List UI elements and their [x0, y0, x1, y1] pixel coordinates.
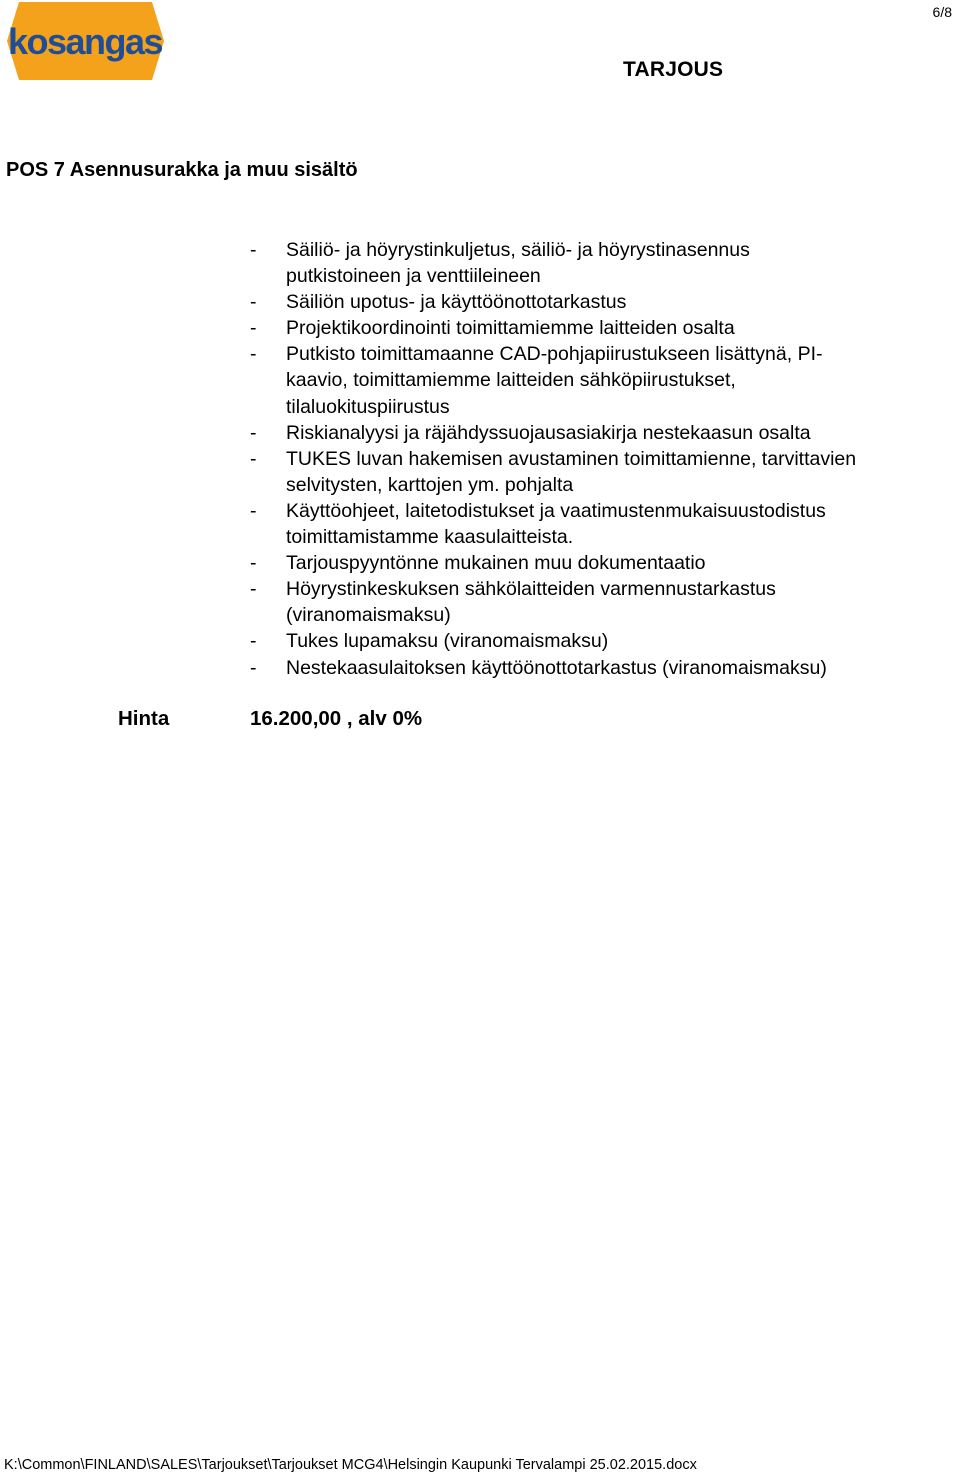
page-number: 6/8 [932, 4, 952, 20]
list-item-line: Nestekaasulaitoksen käyttöönottotarkastus (viranomaismaksu) [286, 656, 827, 679]
bullet-dash: - [250, 499, 257, 522]
section-title: POS 7 Asennusurakka ja muu sisältö [6, 159, 358, 181]
list-item-line: kaavio, toimittamiemme laitteiden sähköpiirustukset, [286, 369, 736, 392]
bullet-dash: - [250, 421, 257, 444]
document-type-title: TARJOUS [623, 58, 724, 81]
list-item-line: Käyttöohjeet, laitetodistukset ja vaatimustenmukaisuustodistus [286, 499, 826, 522]
kosangas-logo [7, 2, 164, 80]
list-item [250, 315, 950, 341]
list-item-line: selvitysten, karttojen ym. pohjalta [286, 473, 574, 496]
list-item-line: Tukes lupamaksu (viranomaismaksu) [286, 630, 609, 653]
list-item-line: Tarjouspyyntönne mukainen muu dokumentaatio [286, 552, 706, 575]
list-item [250, 341, 950, 419]
list-item-line: Riskianalyysi ja räjähdyssuojausasiakirja nestekaasun osalta [286, 421, 811, 444]
scope-items-list [250, 237, 950, 681]
list-item-line: Säiliö- ja höyrystinkuljetus, säiliö- ja höyrystinasennus [286, 239, 750, 261]
list-item [250, 628, 950, 654]
list-item [250, 655, 950, 681]
list-item-line: Höyrystinkeskuksen sähkölaitteiden varmennustarkastus [286, 578, 776, 601]
list-item [250, 550, 950, 576]
bullet-dash: - [250, 447, 257, 470]
price-value: 16.200,00 , alv 0% [250, 707, 423, 730]
list-item-line: (viranomaismaksu) [286, 604, 451, 627]
bullet-dash: - [250, 552, 257, 575]
bullet-dash: - [250, 317, 257, 340]
bullet-dash: - [250, 656, 257, 679]
list-item [250, 446, 950, 498]
bullet-dash: - [250, 578, 257, 601]
list-item [250, 420, 950, 446]
list-item-line: tilaluokituspiirustus [286, 395, 450, 418]
list-item [250, 576, 950, 628]
list-item-line: Säiliön upotus- ja käyttöönottotarkastus [286, 291, 627, 314]
list-item [250, 237, 950, 289]
list-item [250, 498, 950, 550]
bullet-dash: - [250, 291, 257, 314]
list-item-line: putkistoineen ja venttiileineen [286, 265, 541, 288]
price-label: Hinta [118, 707, 170, 730]
bullet-dash: - [250, 239, 257, 261]
list-item-line: Projektikoordinointi toimittamiemme laitteiden osalta [286, 317, 735, 340]
logo-wordmark: kosangas [7, 21, 163, 62]
list-item [250, 289, 950, 315]
footer-file-path: K:\Common\FINLAND\SALES\Tarjoukset\Tarjoukset MCG4\Helsingin Kaupunki Tervalampi 25.02.2015.docx [4, 1457, 697, 1473]
bullet-dash: - [250, 630, 257, 653]
list-item-line: TUKES luvan hakemisen avustaminen toimittamienne, tarvittavien [286, 447, 857, 470]
list-item-line: toimittamistamme kaasulaitteista. [286, 526, 574, 549]
list-item-line: Putkisto toimittamaanne CAD-pohjapiirustukseen lisättynä, PI- [286, 343, 823, 366]
bullet-dash: - [250, 343, 257, 366]
